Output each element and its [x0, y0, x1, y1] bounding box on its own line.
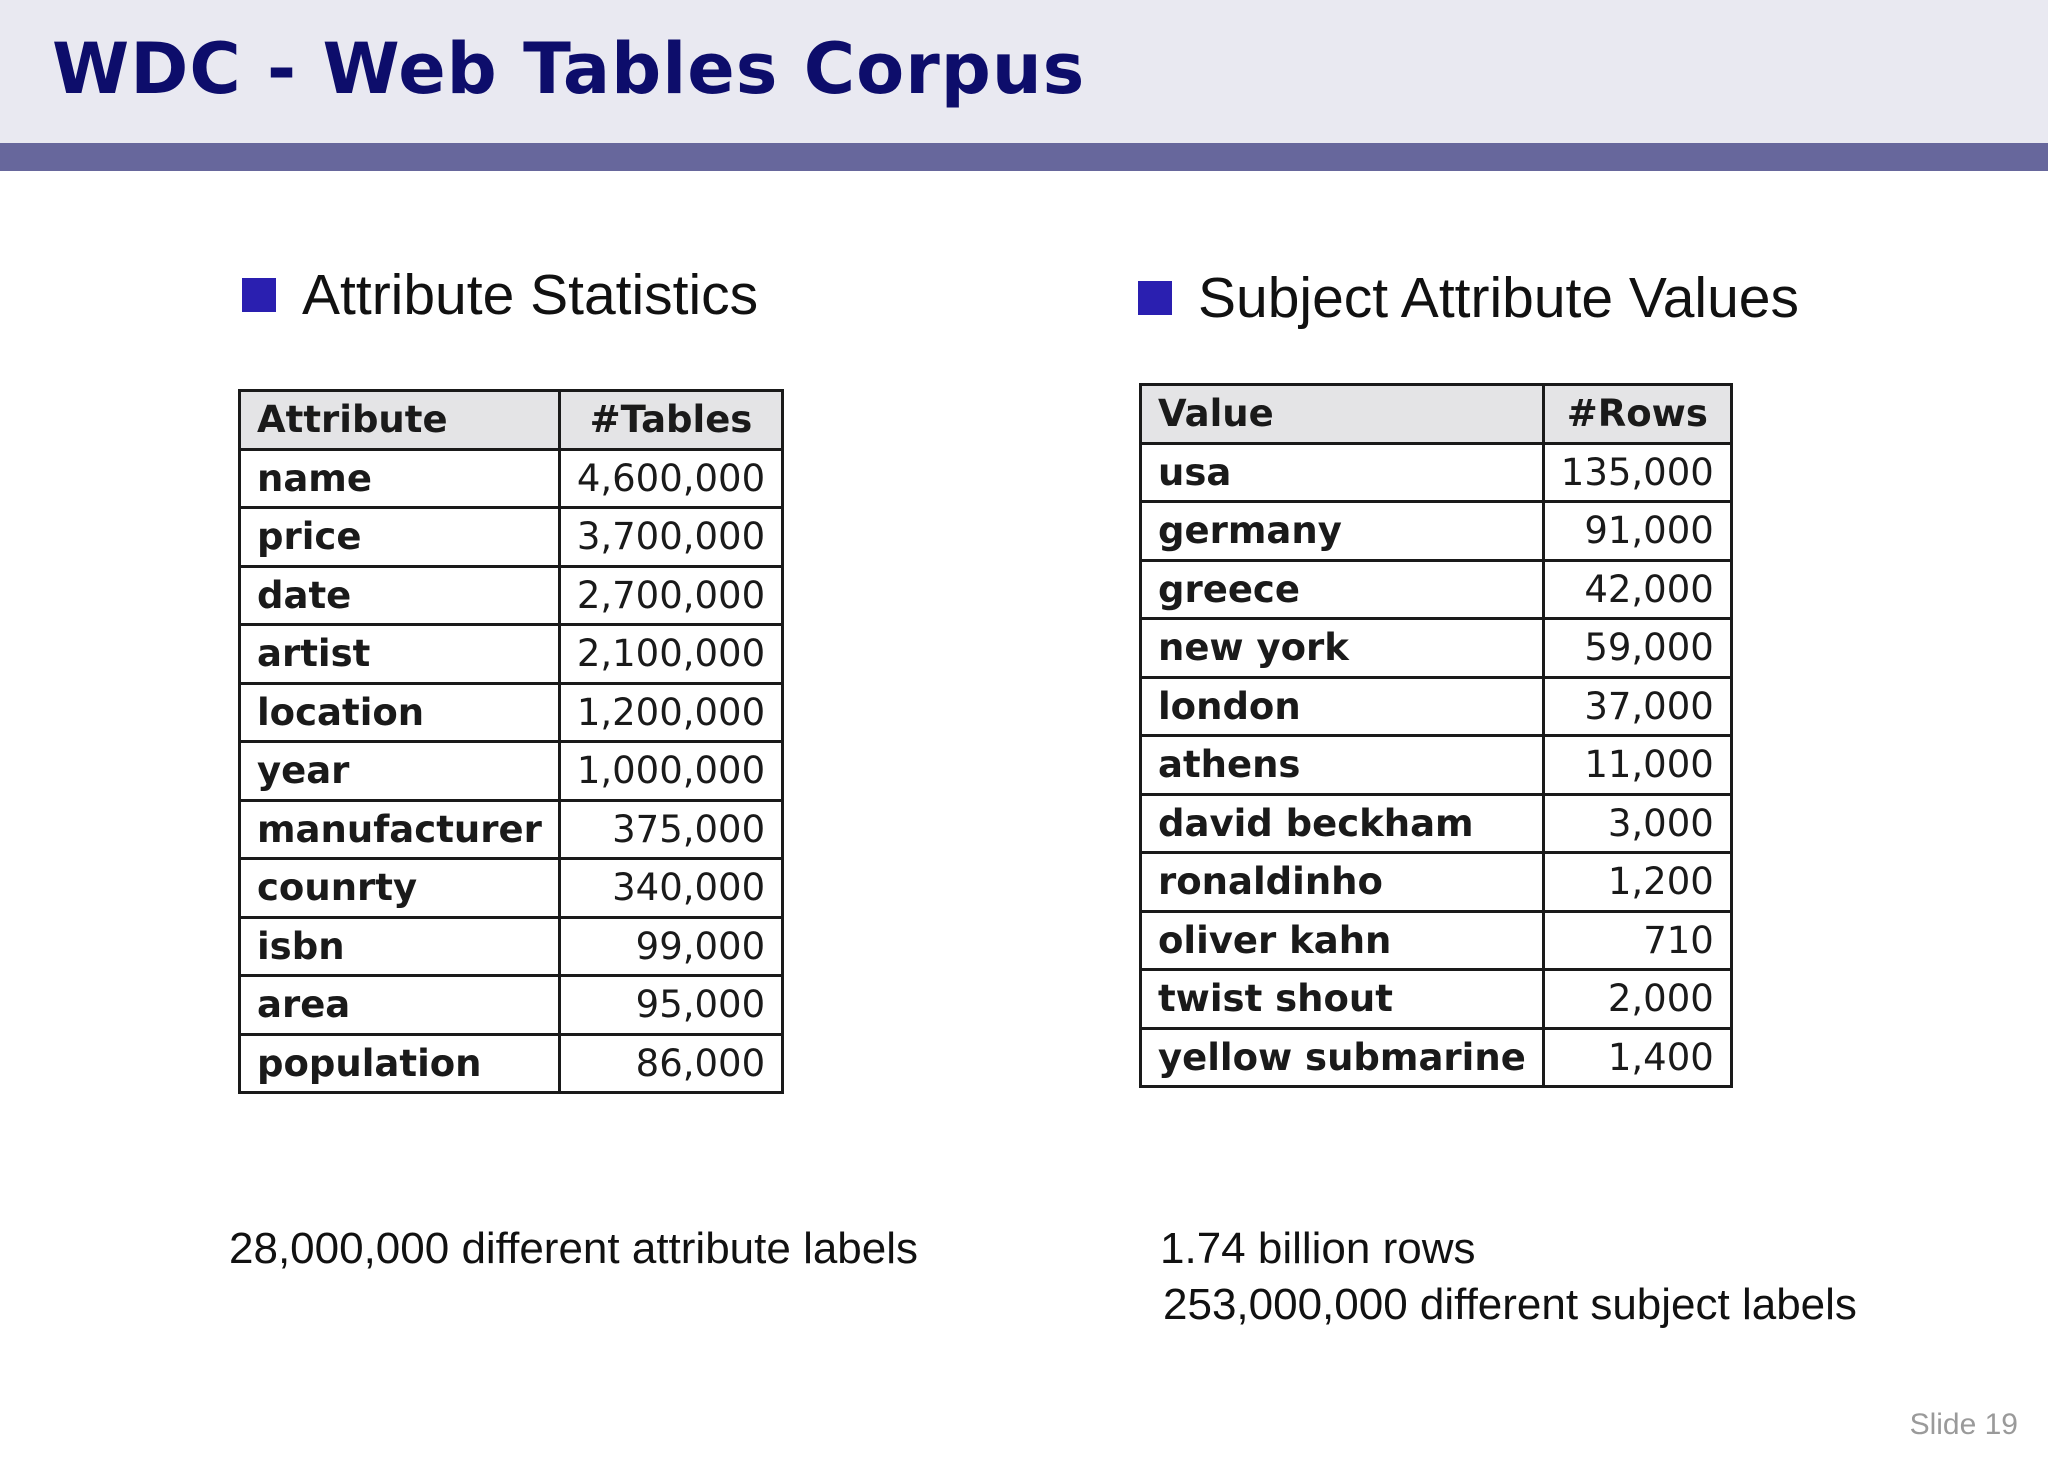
rows-count-note: 1.74 billion rows — [1160, 1224, 1476, 1273]
row-label-cell: artist — [240, 625, 560, 684]
attribute-statistics-table — [238, 389, 784, 1094]
row-count-cell: 42,000 — [1543, 560, 1731, 619]
row-label-cell: greece — [1141, 560, 1544, 619]
row-label-cell: ronaldinho — [1141, 853, 1544, 912]
table-row — [1141, 619, 1732, 678]
table-row — [240, 976, 783, 1035]
table-row — [240, 449, 783, 508]
row-count-cell: 99,000 — [559, 917, 782, 976]
row-label-cell: name — [240, 449, 560, 508]
row-label-cell: date — [240, 566, 560, 625]
slide-title: WDC - Web Tables Corpus — [52, 28, 1086, 110]
table-row — [240, 1034, 783, 1093]
attribute-statistics-heading — [242, 262, 758, 328]
slide-header — [0, 0, 2048, 143]
column-header-attribute: Attribute — [240, 391, 560, 450]
row-count-cell: 710 — [1543, 911, 1731, 970]
row-count-cell: 11,000 — [1543, 736, 1731, 795]
table-row — [1141, 1028, 1732, 1087]
section-heading-label: Attribute Statistics — [302, 263, 759, 327]
row-label-cell: oliver kahn — [1141, 911, 1544, 970]
attribute-labels-note: 28,000,000 different attribute labels — [229, 1224, 919, 1273]
row-count-cell: 1,200 — [1543, 853, 1731, 912]
table-row — [1141, 677, 1732, 736]
row-count-cell: 340,000 — [559, 859, 782, 918]
table-row — [1141, 443, 1732, 502]
square-bullet-icon — [242, 278, 276, 312]
subject-attribute-values-heading — [1138, 265, 1799, 331]
row-count-cell: 95,000 — [559, 976, 782, 1035]
subject-attribute-values-table — [1139, 383, 1733, 1088]
table-row — [1141, 911, 1732, 970]
row-label-cell: london — [1141, 677, 1544, 736]
subject-labels-note: 253,000,000 different subject labels — [1163, 1280, 1857, 1329]
row-count-cell: 2,700,000 — [559, 566, 782, 625]
row-count-cell: 37,000 — [1543, 677, 1731, 736]
table-row — [1141, 794, 1732, 853]
table-row — [1141, 502, 1732, 561]
slide-number: Slide 19 — [1909, 1408, 2018, 1441]
column-header-value: Value — [1141, 385, 1544, 444]
row-label-cell: price — [240, 508, 560, 567]
row-count-cell: 91,000 — [1543, 502, 1731, 561]
table-row — [240, 508, 783, 567]
table-row — [240, 742, 783, 801]
row-label-cell: area — [240, 976, 560, 1035]
row-count-cell: 1,400 — [1543, 1028, 1731, 1087]
table-row — [240, 683, 783, 742]
table-row — [1141, 853, 1732, 912]
row-count-cell: 375,000 — [559, 800, 782, 859]
column-header-rows: #Rows — [1543, 385, 1731, 444]
table-row — [240, 800, 783, 859]
table-row — [1141, 560, 1732, 619]
row-count-cell: 135,000 — [1543, 443, 1731, 502]
row-label-cell: manufacturer — [240, 800, 560, 859]
row-count-cell: 1,000,000 — [559, 742, 782, 801]
row-count-cell: 2,000 — [1543, 970, 1731, 1029]
table-header-row — [1141, 385, 1732, 444]
row-label-cell: germany — [1141, 502, 1544, 561]
row-label-cell: population — [240, 1034, 560, 1093]
row-count-cell: 86,000 — [559, 1034, 782, 1093]
table-row — [1141, 736, 1732, 795]
row-label-cell: athens — [1141, 736, 1544, 795]
row-count-cell: 3,000 — [1543, 794, 1731, 853]
table-row — [240, 625, 783, 684]
row-count-cell: 2,100,000 — [559, 625, 782, 684]
row-count-cell: 1,200,000 — [559, 683, 782, 742]
row-label-cell: david beckham — [1141, 794, 1544, 853]
row-label-cell: isbn — [240, 917, 560, 976]
row-label-cell: yellow submarine — [1141, 1028, 1544, 1087]
row-label-cell: counrty — [240, 859, 560, 918]
row-label-cell: twist shout — [1141, 970, 1544, 1029]
square-bullet-icon — [1138, 281, 1172, 315]
table-header-row — [240, 391, 783, 450]
table-row — [240, 859, 783, 918]
section-heading-label: Subject Attribute Values — [1198, 266, 1799, 330]
row-label-cell: new york — [1141, 619, 1544, 678]
row-count-cell: 4,600,000 — [559, 449, 782, 508]
row-label-cell: usa — [1141, 443, 1544, 502]
row-count-cell: 3,700,000 — [559, 508, 782, 567]
column-header-tables: #Tables — [559, 391, 782, 450]
table-row — [240, 566, 783, 625]
row-label-cell: year — [240, 742, 560, 801]
row-count-cell: 59,000 — [1543, 619, 1731, 678]
table-row — [1141, 970, 1732, 1029]
row-label-cell: location — [240, 683, 560, 742]
header-accent-bar — [0, 143, 2048, 171]
table-row — [240, 917, 783, 976]
